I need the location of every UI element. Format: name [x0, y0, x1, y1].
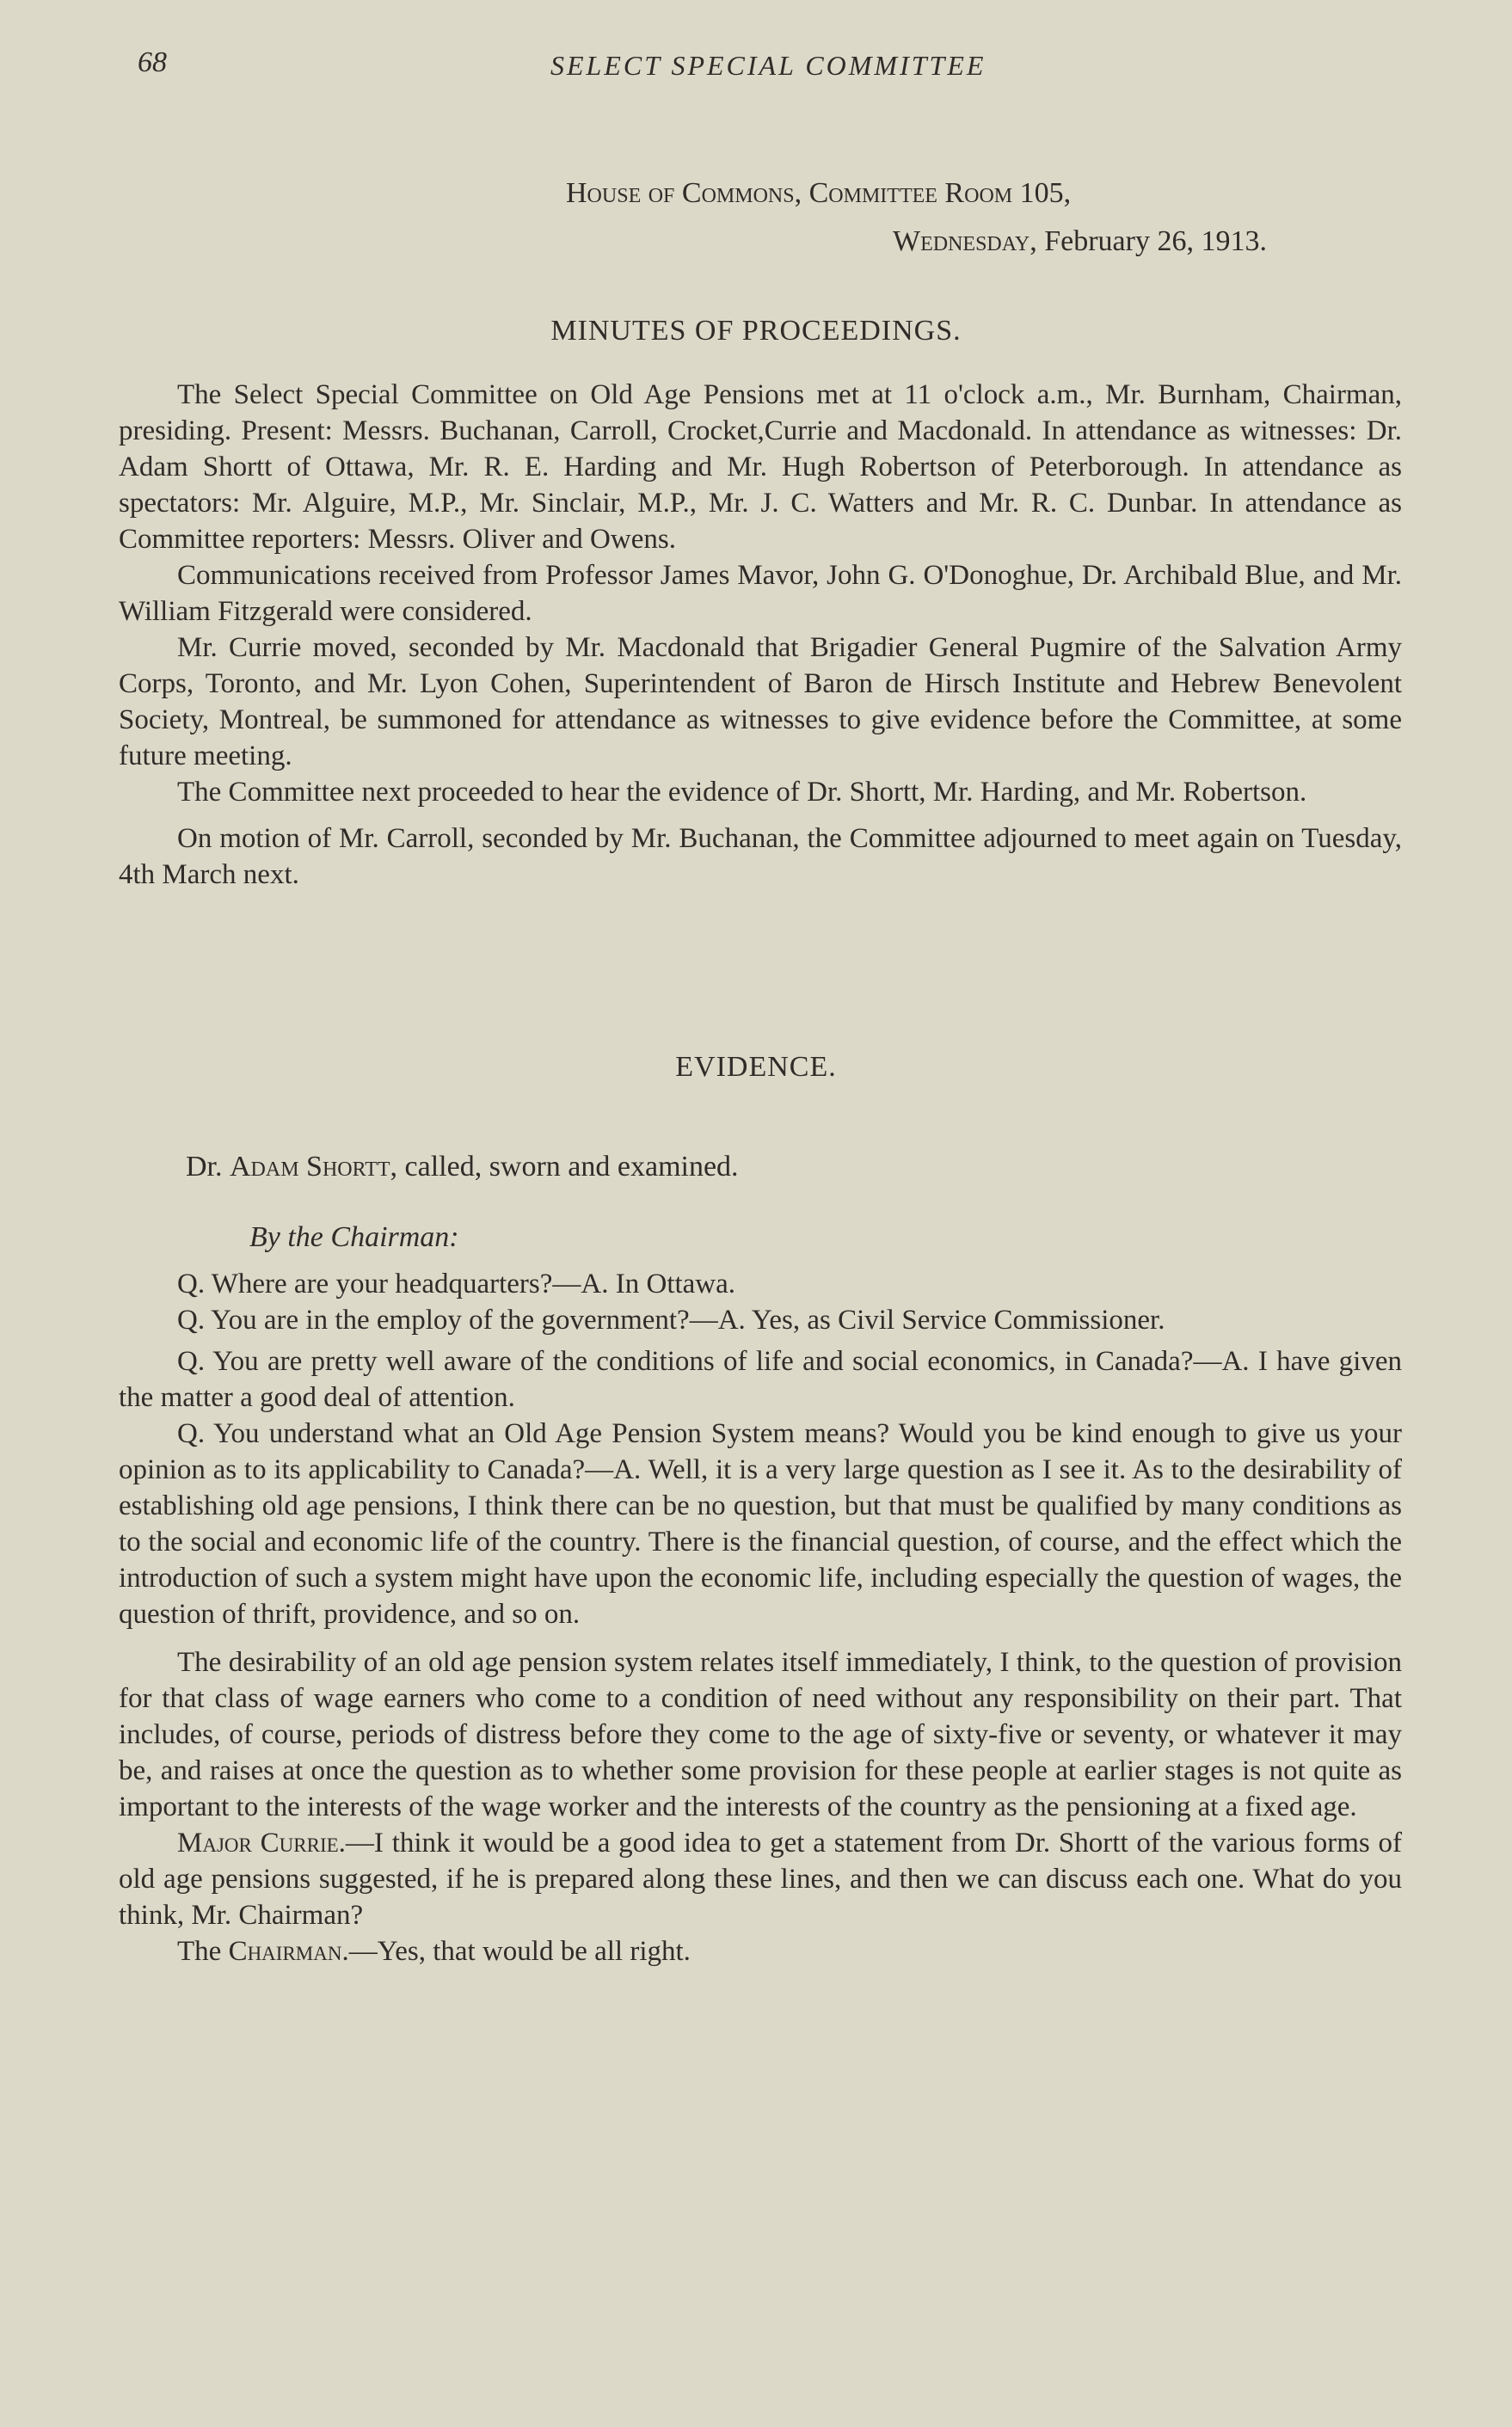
minutes-paragraph: On motion of Mr. Carroll, seconded by Mr. Buchanan, the Committee adjourned to meet again on Tuesday, 4th March next.	[119, 823, 1402, 890]
minutes-paragraph: Communications received from Professor James Mavor, John G. O'Donoghue, Dr. Archibald Blue, and Mr. William Fitzgerald were considered.	[119, 560, 1402, 627]
evidence-paragraph: Q. You are in the employ of the government?—A. Yes, as Civil Service Commissioner.	[177, 1305, 1165, 1336]
evidence-paragraph: Q. Where are your headquarters?—A. In Ottawa.	[177, 1269, 736, 1300]
minutes-body	[119, 377, 1402, 893]
running-title: SELECT SPECIAL COMMITTEE	[550, 50, 986, 81]
evidence-paragraph: The desirability of an old age pension system relates itself immediately, I think, to the question of provision for that class of wage earners who come to a condition of need without any responsibility on their part. That includes, of course, periods of distress before they come to the age of sixty-five or seventy, or whatever it may be, and raises at once the question as to whether some provision for these people at earlier stages is not quite as important to the interests of the wage worker and the interests of the country as the pensioning at a fixed age.	[119, 1647, 1402, 1822]
location-house: House of Commons, Committee Room	[566, 177, 1013, 209]
speaker-chairman: Chairman.	[228, 1936, 349, 1967]
location-line	[566, 177, 1071, 210]
witness-title: Dr.	[186, 1151, 223, 1183]
minutes-paragraph: The Committee next proceeded to hear the evidence of Dr. Shortt, Mr. Harding, and Mr. Robertson.	[177, 777, 1307, 808]
examiner-line: By the Chairman:	[249, 1221, 459, 1253]
location-room: 105,	[1012, 177, 1072, 209]
date-line	[893, 225, 1267, 258]
witness-name: Adam Shortt,	[230, 1151, 398, 1183]
evidence-body	[119, 1266, 1402, 1969]
witness-status: called, sworn and examined.	[397, 1151, 739, 1183]
page-number: 68	[138, 46, 167, 78]
witness-line	[186, 1151, 739, 1183]
weekday: Wednesday,	[893, 225, 1037, 257]
speaker-currie: Major Currie.	[177, 1828, 346, 1859]
chairman-text: —Yes, that would be all right.	[348, 1936, 691, 1967]
evidence-heading: EVIDENCE.	[675, 1051, 837, 1083]
chairman-prefix: The	[177, 1936, 229, 1967]
currie-text: —I think it would be a good idea to get a statement from Dr. Shortt of the various forms of old age pensions suggested, if he is prepared along these lines, and then we can discuss each one. What do you think, Mr. Chairman?	[119, 1828, 1403, 1931]
minutes-heading: MINUTES OF PROCEEDINGS.	[550, 315, 962, 347]
meeting-date: February 26, 1913.	[1036, 225, 1267, 257]
currie-remark	[119, 1825, 1402, 1933]
chairman-remark	[119, 1933, 1402, 1969]
evidence-paragraph: Q. You are pretty well aware of the conditions of life and social economics, in Canada?—A. I have given the matter a good deal of attention.	[119, 1346, 1402, 1413]
evidence-paragraph: Q. You understand what an Old Age Pension System means? Would you be kind enough to give us your opinion as to its applicability to Canada?—A. Well, it is a very large question as I see it. As to the desirability of establishing old age pensions, I think there can be no question, but that must be qualified by many conditions as to the social and economic life of the country. There is the financial question, of course, and the effect which the introduction of such a system might have upon the economic life, including especially the question of wages, the question of thrift, providence, and so on.	[119, 1418, 1402, 1630]
minutes-paragraph: Mr. Currie moved, seconded by Mr. Macdonald that Brigadier General Pugmire of the Salvation Army Corps, Toronto, and Mr. Lyon Cohen, Superintendent of Baron de Hirsch Institute and Hebrew Benevolent Society, Montreal, be summoned for attendance as witnesses to give evidence before the Committee, at some future meeting.	[119, 632, 1402, 771]
minutes-paragraph: The Select Special Committee on Old Age Pensions met at 11 o'clock a.m., Mr. Burnham, Chairman, presiding. Present: Messrs. Buchanan, Carroll, Crocket,Currie and Macdonald. In attendance as witnesses: Dr. Adam Shortt of Ottawa, Mr. R. E. Harding and Mr. Hugh Robertson of Peterborough. In attendance as spectators: Mr. Alguire, M.P., Mr. Sinclair, M.P., Mr. J. C. Watters and Mr. R. C. Dunbar. In attendance as Committee reporters: Messrs. Oliver and Owens.	[119, 379, 1402, 555]
